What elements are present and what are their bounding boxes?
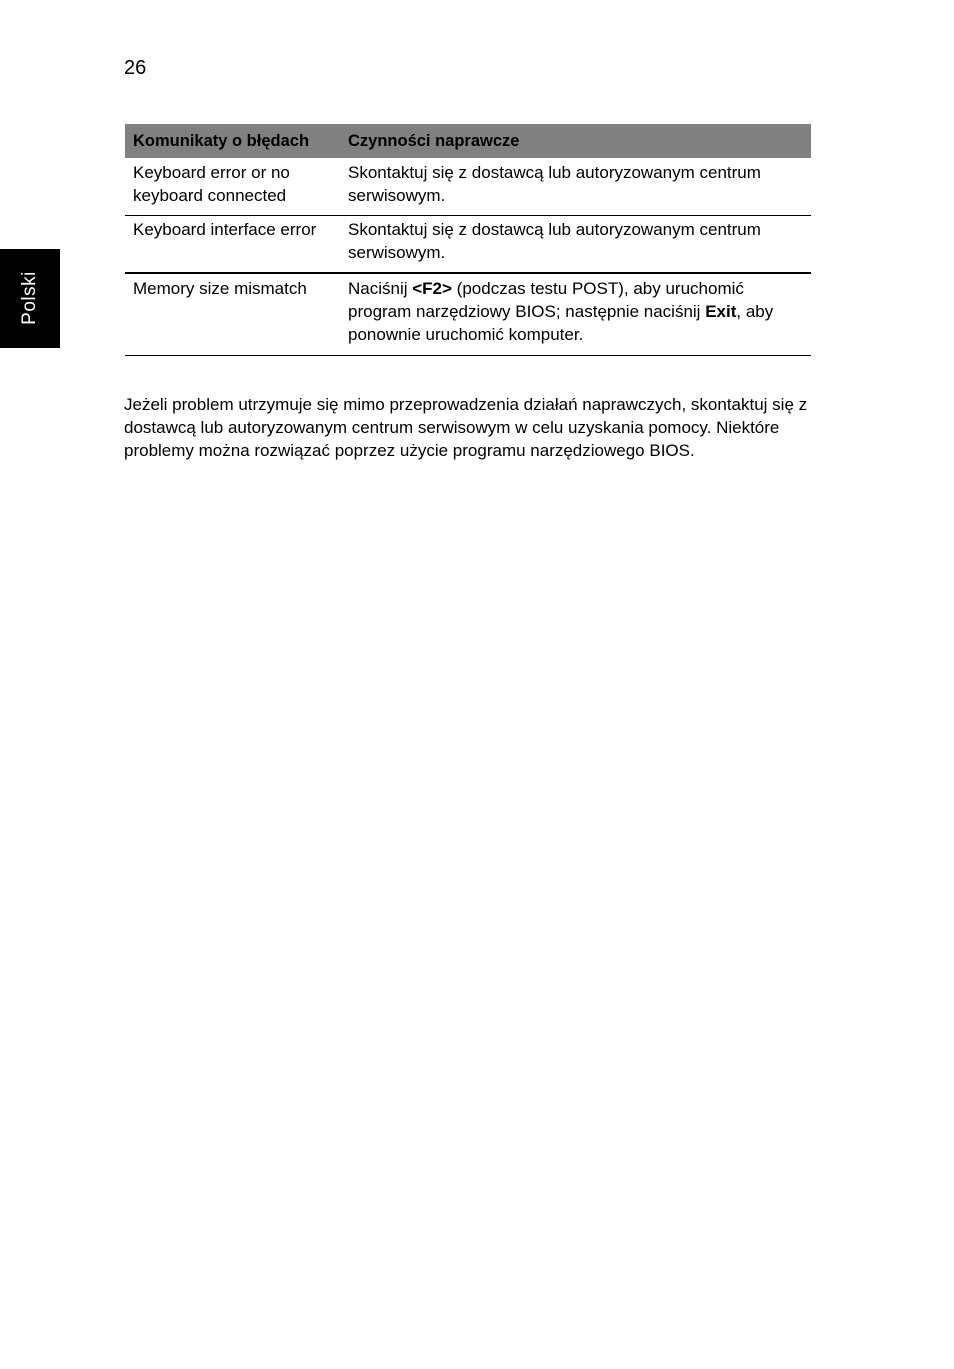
action-text: (podczas testu POST), aby uruchomić program narzędziowy BIOS; następnie naciśnij xyxy=(348,279,744,321)
language-side-tab xyxy=(0,249,60,348)
action-text: Naciśnij xyxy=(348,279,413,298)
table-header-row xyxy=(125,124,811,158)
error-messages-table xyxy=(125,124,811,356)
error-message-cell: Keyboard interface error xyxy=(125,216,340,274)
corrective-action-cell: Skontaktuj się z dostawcą lub autoryzowanym centrum serwisowym. xyxy=(340,158,811,216)
table-row xyxy=(125,158,811,216)
column-header-messages: Komunikaty o błędach xyxy=(125,124,340,158)
column-header-actions: Czynności naprawcze xyxy=(340,124,811,158)
corrective-action-cell xyxy=(340,273,811,356)
exit-label: Exit xyxy=(705,302,737,321)
help-paragraph: Jeżeli problem utrzymuje się mimo przeprowadzenia działań naprawczych, skontaktuj się z dostawcą lub autoryzowanym centrum serwisowym w celu uzyskania pomocy. Niektóre problemy można rozwiązać poprzez użycie programu narzędziowego BIOS. xyxy=(124,395,808,460)
action-text: , aby ponownie uruchomić komputer. xyxy=(348,302,774,344)
language-tab-label: Polski xyxy=(19,271,40,325)
error-message-cell: Memory size mismatch xyxy=(125,273,340,356)
table-row xyxy=(125,273,811,356)
f2-key-label: <F2> xyxy=(412,279,452,298)
page-number: 26 xyxy=(124,57,147,79)
table-row xyxy=(125,216,811,274)
corrective-action-cell: Skontaktuj się z dostawcą lub autoryzowanym centrum serwisowym. xyxy=(340,216,811,274)
error-message-cell: Keyboard error or no keyboard connected xyxy=(125,158,340,216)
